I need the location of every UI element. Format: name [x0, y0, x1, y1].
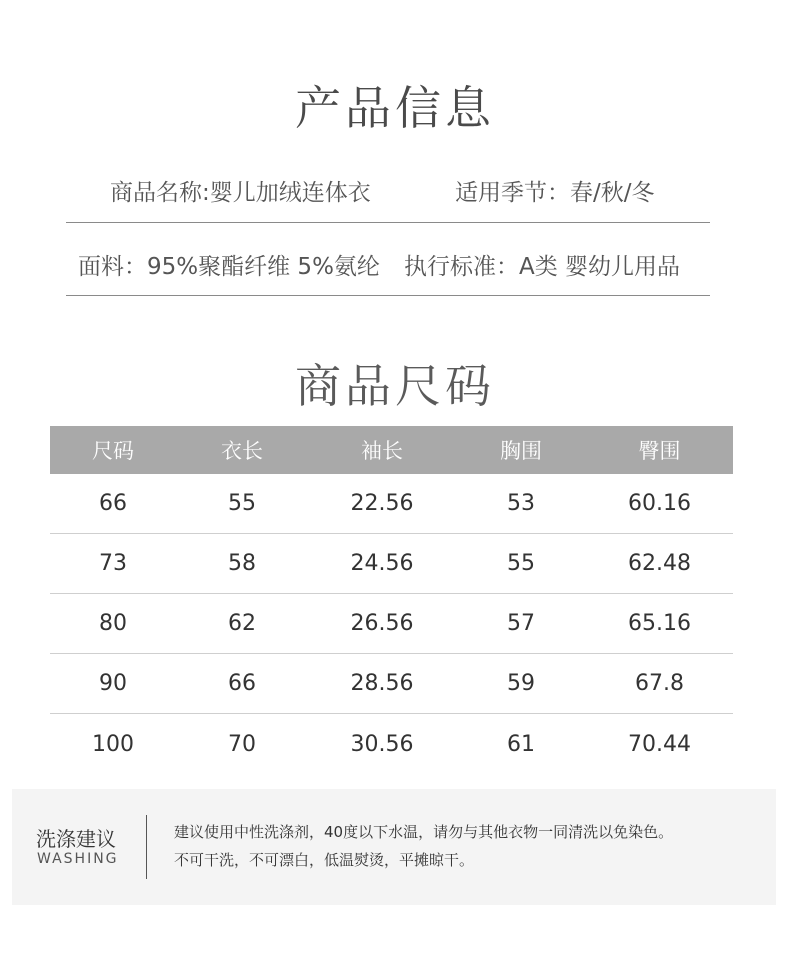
table-cell: 70	[228, 731, 256, 757]
table-cell: 61	[507, 731, 535, 757]
material-info: 面料：95%聚酯纤维 5%氨纶	[78, 254, 380, 280]
table-row	[50, 594, 733, 654]
table-cell: 26.56	[350, 611, 414, 636]
table-cell: 28.56	[350, 671, 414, 696]
table-cell: 80	[99, 611, 127, 636]
table-row	[50, 714, 733, 774]
table-cell: 30.56	[350, 731, 414, 757]
washing-title: 洗涤建议	[36, 827, 116, 851]
size-table	[50, 426, 733, 774]
product-info-title: 产品信息	[295, 81, 495, 135]
table-cell: 65.16	[628, 611, 691, 636]
table-cell: 62	[228, 611, 256, 636]
season-info: 适用季节：春/秋/冬	[455, 180, 655, 206]
header-hip: 臀围	[638, 439, 681, 463]
table-cell: 55	[228, 491, 256, 516]
header-chest: 胸围	[500, 439, 542, 463]
table-cell: 66	[228, 671, 256, 696]
header-sleeve: 袖长	[361, 439, 403, 463]
table-cell: 57	[507, 611, 535, 636]
table-cell: 22.56	[350, 491, 414, 516]
table-cell: 53	[507, 491, 535, 516]
table-cell: 24.56	[350, 551, 414, 576]
table-row	[50, 534, 733, 594]
size-chart-title: 商品尺码	[295, 359, 495, 413]
header-size: 尺码	[92, 439, 134, 463]
table-row	[50, 474, 733, 534]
washing-instruction-2: 不可干洗，不可漂白，低温熨烫，平摊晾干。	[174, 851, 475, 869]
standard-info: 执行标准：A类 婴幼儿用品	[404, 254, 681, 280]
table-cell: 59	[507, 671, 535, 696]
washing-divider	[146, 815, 147, 879]
header-length: 衣长	[221, 439, 263, 463]
table-header	[50, 426, 733, 474]
divider-line	[66, 295, 710, 296]
table-cell: 70.44	[628, 731, 691, 757]
table-cell: 58	[228, 551, 256, 576]
table-cell: 55	[507, 551, 535, 576]
table-cell: 100	[92, 731, 134, 757]
washing-instruction-1: 建议使用中性洗涤剂，40度以下水温，请勿与其他衣物一同清洗以免染色。	[174, 823, 674, 841]
table-cell: 62.48	[628, 551, 691, 576]
divider-line	[66, 222, 710, 223]
table-cell: 67.8	[635, 671, 684, 696]
table-cell: 73	[99, 551, 127, 576]
product-name: 商品名称:婴儿加绒连体衣	[110, 180, 371, 206]
table-cell: 60.16	[628, 491, 691, 516]
table-cell: 90	[99, 671, 127, 696]
table-cell: 66	[99, 491, 127, 516]
table-row	[50, 654, 733, 714]
washing-subtitle: WASHING	[37, 851, 119, 867]
washing-panel	[12, 789, 776, 905]
